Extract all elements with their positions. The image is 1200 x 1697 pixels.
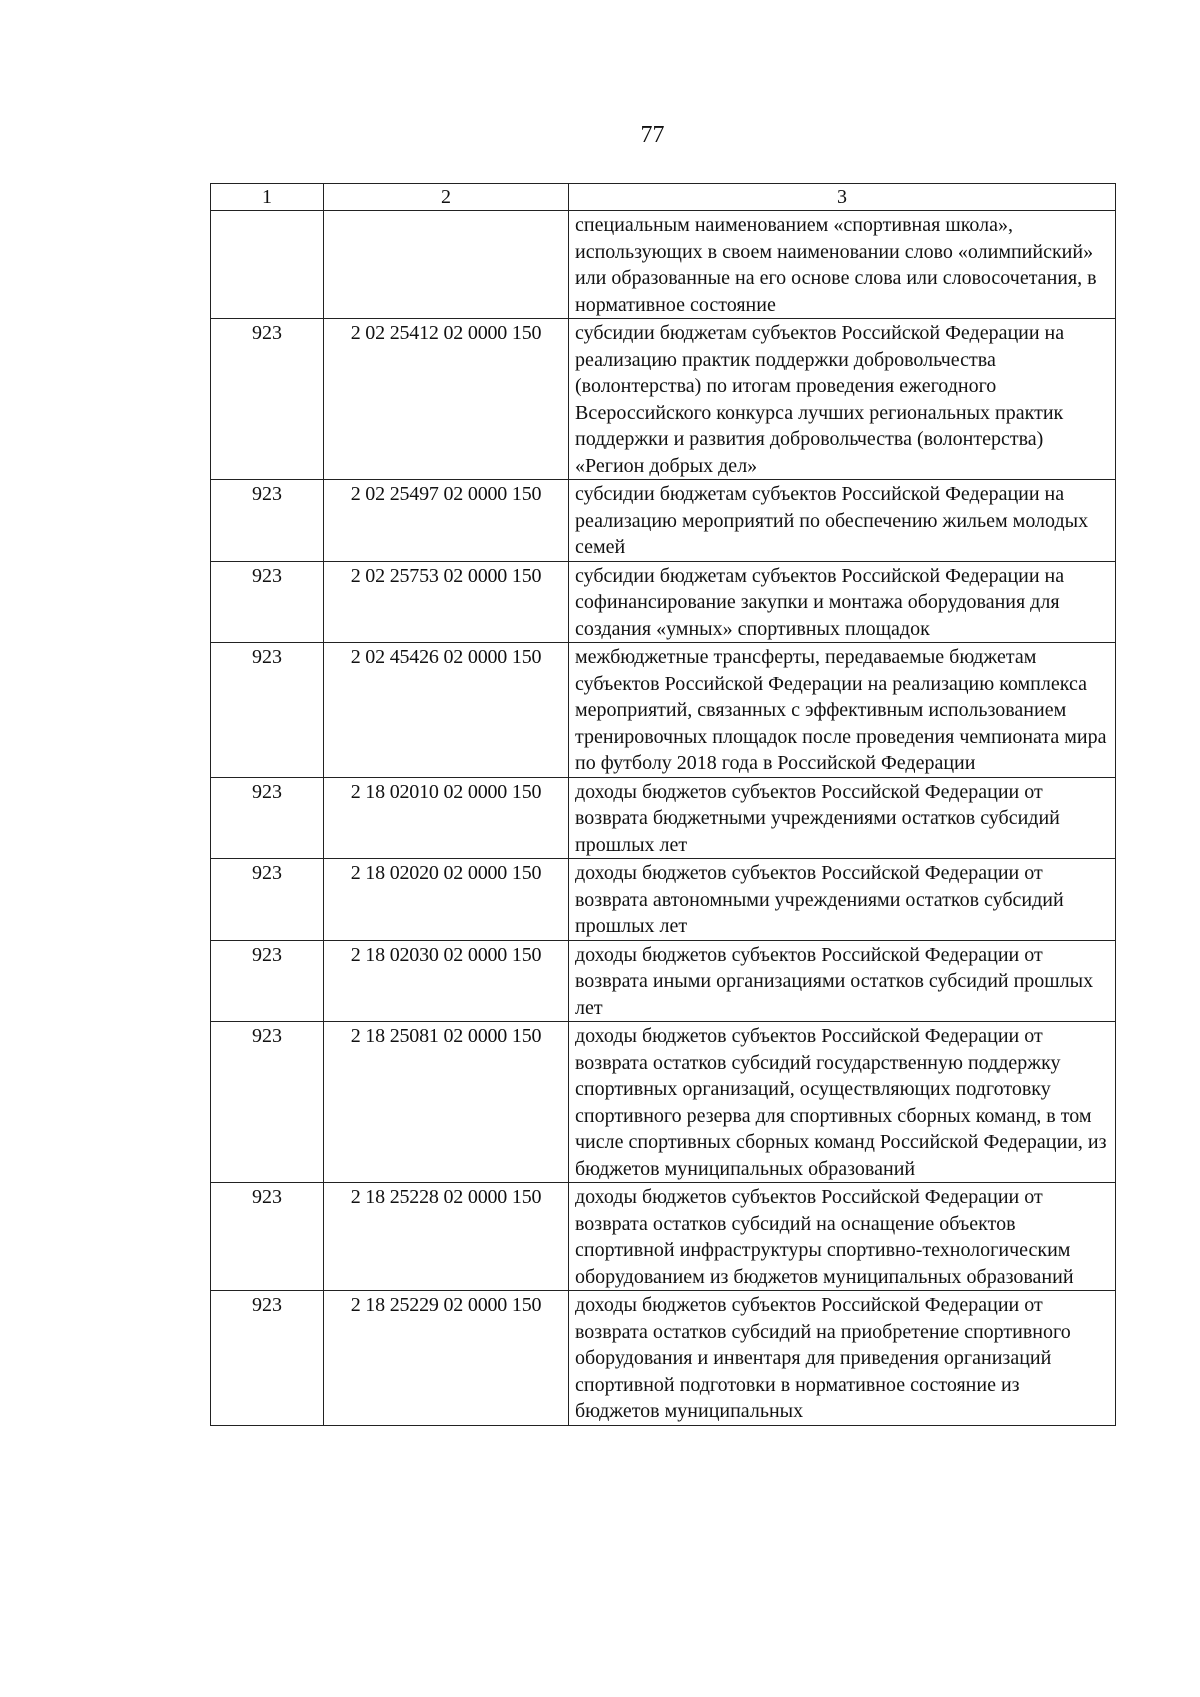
- page-number: 77: [640, 122, 665, 148]
- description-cell: доходы бюджетов субъектов Российской Федерации от возврата остатков субсидий государственную поддержку спортивных организаций, осуществляющих подготовку спортивного резерва для спортивных сборных команд, в том числе спортивных сборных команд Российской Федерации, из бюджетов муниципальных образований: [569, 1022, 1116, 1183]
- revenue-code-cell: 2 18 02030 02 0000 150: [324, 940, 569, 1022]
- table-row: [211, 211, 1116, 319]
- admin-code-cell: 923: [211, 561, 324, 643]
- admin-code-cell: 923: [211, 480, 324, 562]
- description-cell: субсидии бюджетам субъектов Российской Федерации на софинансирование закупки и монтажа оборудования для создания «умных» спортивных площадок: [569, 561, 1116, 643]
- revenue-code-cell: 2 18 02020 02 0000 150: [324, 859, 569, 941]
- admin-code-cell: 923: [211, 859, 324, 941]
- revenue-code-cell: 2 02 25497 02 0000 150: [324, 480, 569, 562]
- description-cell: доходы бюджетов субъектов Российской Федерации от возврата иными организациями остатков субсидий прошлых лет: [569, 940, 1116, 1022]
- column-header-2: 2: [324, 184, 569, 211]
- admin-code-cell: 923: [211, 1183, 324, 1291]
- table-row: [211, 643, 1116, 778]
- column-header-1: 1: [211, 184, 324, 211]
- admin-code-cell: 923: [211, 940, 324, 1022]
- revenue-code-cell: 2 02 45426 02 0000 150: [324, 643, 569, 778]
- table-row: [211, 1022, 1116, 1183]
- description-cell: доходы бюджетов субъектов Российской Федерации от возврата автономными учреждениями остатков субсидий прошлых лет: [569, 859, 1116, 941]
- admin-code-cell: 923: [211, 319, 324, 480]
- admin-code-cell: 923: [211, 1022, 324, 1183]
- admin-code-cell: 923: [211, 643, 324, 778]
- table-row: [211, 319, 1116, 480]
- description-cell: доходы бюджетов субъектов Российской Федерации от возврата остатков субсидий на оснащение объектов спортивной инфраструктуры спортивно-технологическим оборудованием из бюджетов муниципальных образований: [569, 1183, 1116, 1291]
- admin-code-cell: 923: [211, 1291, 324, 1426]
- table-row: [211, 1183, 1116, 1291]
- description-cell: доходы бюджетов субъектов Российской Федерации от возврата остатков субсидий на приобретение спортивного оборудования и инвентаря для приведения организаций спортивной подготовки в нормативное состояние из бюджетов муниципальных: [569, 1291, 1116, 1426]
- description-cell: специальным наименованием «спортивная школа», использующих в своем наименовании слово «олимпийский» или образованные на его основе слова или словосочетания, в нормативное состояние: [569, 211, 1116, 319]
- revenue-code-cell: [324, 211, 569, 319]
- table-row: [211, 777, 1116, 859]
- admin-code-cell: 923: [211, 777, 324, 859]
- table-row: [211, 561, 1116, 643]
- revenue-code-cell: 2 18 25081 02 0000 150: [324, 1022, 569, 1183]
- description-cell: субсидии бюджетам субъектов Российской Федерации на реализацию практик поддержки добровольчества (волонтерства) по итогам проведения ежегодного Всероссийского конкурса лучших региональных практик поддержки и развития добровольчества (волонтерства) «Регион добрых дел»: [569, 319, 1116, 480]
- admin-code-cell: [211, 211, 324, 319]
- table-row: [211, 940, 1116, 1022]
- table-header-row: [211, 184, 1116, 211]
- column-header-3: 3: [569, 184, 1116, 211]
- revenue-code-cell: 2 02 25753 02 0000 150: [324, 561, 569, 643]
- description-cell: доходы бюджетов субъектов Российской Федерации от возврата бюджетными учреждениями остатков субсидий прошлых лет: [569, 777, 1116, 859]
- revenue-code-cell: 2 18 02010 02 0000 150: [324, 777, 569, 859]
- table-row: [211, 1291, 1116, 1426]
- table-row: [211, 480, 1116, 562]
- revenue-code-cell: 2 18 25228 02 0000 150: [324, 1183, 569, 1291]
- description-cell: субсидии бюджетам субъектов Российской Федерации на реализацию мероприятий по обеспечению жильем молодых семей: [569, 480, 1116, 562]
- table-row: [211, 859, 1116, 941]
- revenue-code-cell: 2 18 25229 02 0000 150: [324, 1291, 569, 1426]
- revenue-code-cell: 2 02 25412 02 0000 150: [324, 319, 569, 480]
- revenue-codes-table: [210, 183, 1116, 1426]
- description-cell: межбюджетные трансферты, передаваемые бюджетам субъектов Российской Федерации на реализацию комплекса мероприятий, связанных с эффективным использованием тренировочных площадок после проведения чемпионата мира по футболу 2018 года в Российской Федерации: [569, 643, 1116, 778]
